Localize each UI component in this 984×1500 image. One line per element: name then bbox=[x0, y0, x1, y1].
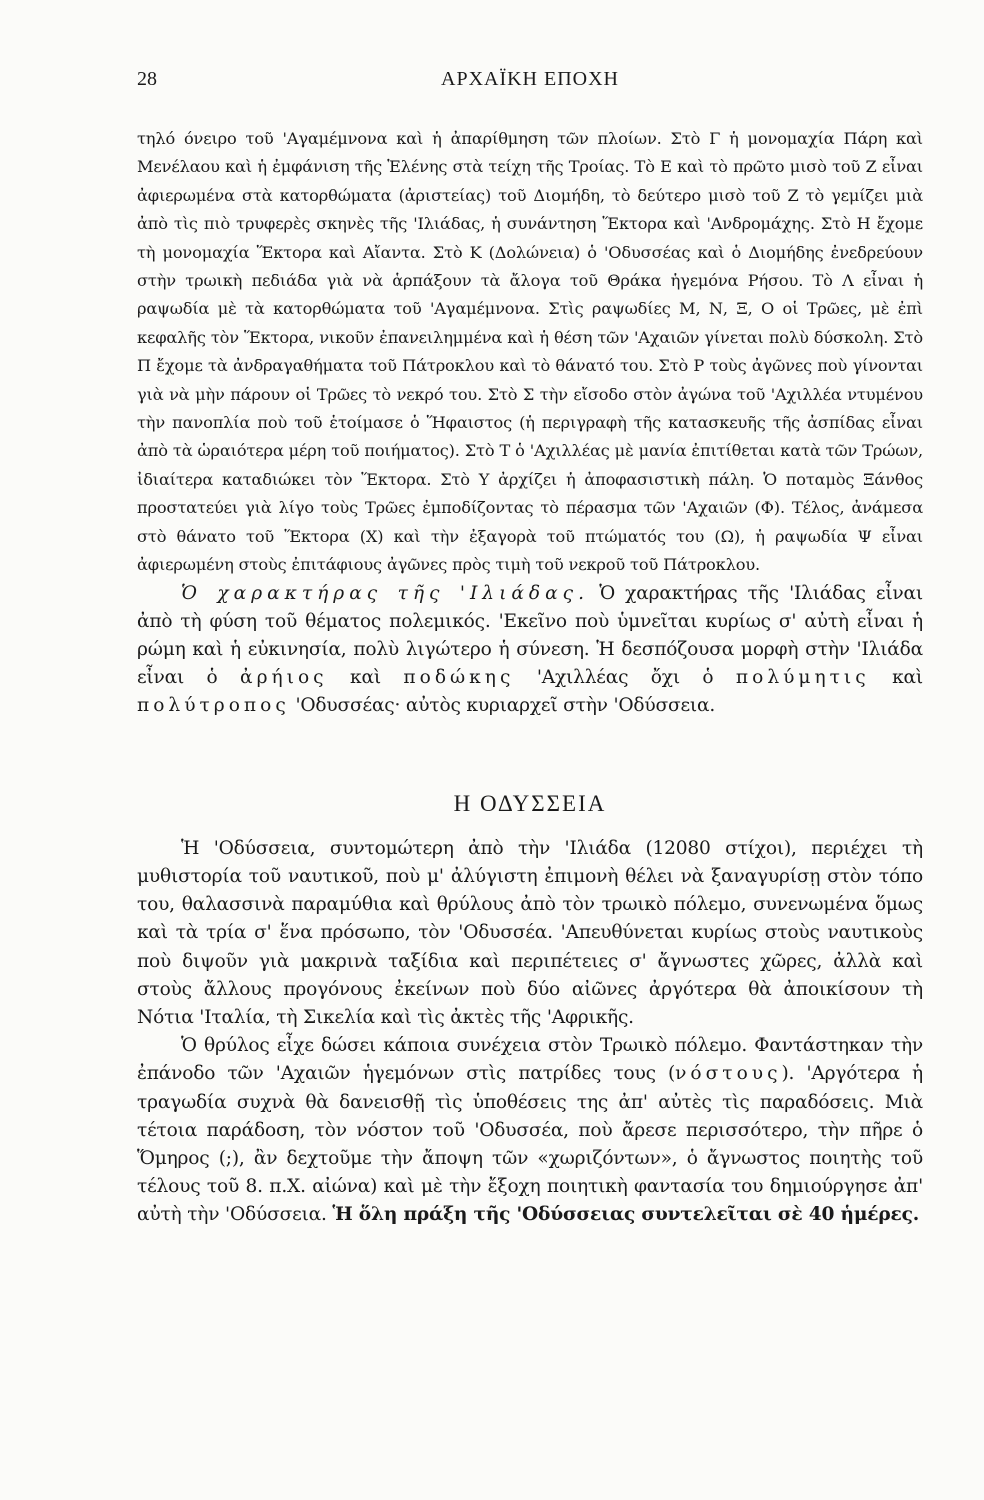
odyssey-paragraph-1: Ἡ 'Οδύσσεια, συντομώτερη ἀπὸ τὴν 'Ιλιάδα (12080 στίχοι), περιέχει τὴ μυθιστορία τοῦ ναυτικοῦ, ποὺ μ' ἀλύγιστη ἐπιμονὴ θέλει νὰ ξαναγυρίσῃ στὸν τόπο του, θαλασσινὰ παραμύθια καὶ θρύλους ἀπὸ τὸν τρωικὸ πόλεμο, συνενωμένα ὅμως καὶ τὰ τρία σ' ἕνα πρόσωπο, τὸν 'Οδυσσέα. 'Απευθύνεται κυρίως στοὺς ναυτικοὺς ποὺ διψοῦν γιὰ μακρινὰ ταξίδια καὶ περιπέτειες σ' ἄγνωστες χῶρες, ἀλλὰ καὶ στοὺς ἄλλους προγόνους ἐκείνων ποὺ δύο αἰῶνες ἀργότερα θὰ ἀποικίσουν τὴ Νότια 'Ιταλία, τὴ Σικελία καὶ τὶς ἀκτὲς τῆς 'Αφρικῆς. bbox=[137, 837, 923, 1028]
character-paragraph bbox=[137, 580, 923, 721]
odyssey-closing-sentence: Ἡ ὅλη πράξη τῆς 'Οδύσσειας συντελεῖται σὲ 40 ἡμέρες. bbox=[332, 1204, 920, 1226]
character-lead-in: Ὁ χαρακτήρας τῆς 'Ιλιάδας. bbox=[181, 582, 589, 604]
odyssey-text: Ὁ θρύλος εἶχε δώσει κάποια συνέχεια στὸν Τρωικὸ πόλεμο. Φαντάστηκαν τὴν ἐπάνοδο τῶν 'Αχαιῶν ἡγεμόνων στὶς πατρίδες τους ( bbox=[137, 1035, 923, 1085]
character-text: Ὁ χαρακτήρας τῆς 'Ιλιάδας εἶναι ἀπὸ τὴ φύση τοῦ θέματος πολεμικός. 'Εκεῖνο ποὺ ὑμνεῖται κυρίως σ' αὐτὴ εἶναι ἡ ρώμη καὶ ἡ εὐκινησία, πολὺ λιγώτερο ἡ σύνεση. Ἡ δεσπόζουσα μορφὴ στὴν 'Ιλιάδα εἶναι ὁ bbox=[137, 582, 923, 689]
epithet-polymitis: πολύμητις bbox=[735, 667, 870, 689]
odyssey-paragraph-2 bbox=[137, 1032, 923, 1229]
iliad-summary-block bbox=[137, 125, 923, 580]
conjunction-2: καὶ bbox=[892, 667, 923, 689]
iliad-summary-paragraph: τηλό όνειρο τοῦ 'Αγαμέμνονα καὶ ἡ ἀπαρίθμηση τῶν πλοίων. Στὸ Γ ἡ μονομαχία Πάρη καὶ Μενέλαου καὶ ἡ ἐμφάνιση τῆς Ἑλένης στὰ τείχη τῆς Τροίας. Τὸ Ε καὶ τὸ πρῶτο μισὸ τοῦ Ζ εἶναι ἀφιερωμένα στὰ κατορθώματα (ἀριστείας) τοῦ Διομήδη, τὸ δεύτερο μισὸ τοῦ Ζ τὸ γεμίζει μιὰ ἀπὸ τὶς πιὸ τρυφερὲς σκηνὲς τῆς 'Ιλιάδας, ἡ συνάντηση Ἕκτορα καὶ 'Ανδρομάχης. Στὸ Η ἔχομε τὴ μονομαχία Ἕκτορα καὶ Αἴαντα. Στὸ Κ (Δολώνεια) ὁ 'Οδυσσέας καὶ ὁ Διομήδης ἐνεδρεύουν στὴν τρωικὴ πεδιάδα γιὰ νὰ ἁρπάξουν τὰ ἄλογα τοῦ Θράκα ἡγεμόνα Ρήσου. Τὸ Λ εἶναι ἡ ραψωδία μὲ τὰ κατορθώματα τοῦ 'Αγαμέμνονα. Στὶς ραψωδίες Μ, Ν, Ξ, Ο οἱ Τρῶες, μὲ ἐπὶ κεφαλῆς τὸν Ἕκτορα, νικοῦν ἐπανειλημμένα καὶ ἡ θέση τῶν 'Αχαιῶν γίνεται πολὺ δύσκολη. Στὸ Π ἔχομε τὰ ἀνδραγαθήματα τοῦ Πάτροκλου καὶ τὸ θάνατό του. Στὸ Ρ τοὺς ἀγῶνες ποὺ γίνονται γιὰ νὰ μὴν πάρουν οἱ Τρῶες τὸ νεκρό του. Στὸ Σ τὴν εἴσοδο στὸν ἀγώνα τοῦ 'Αχιλλέα ντυμένου τὴν πανοπλία ποὺ τοῦ ἑτοίμασε ὁ Ἥφαιστος (ἡ περιγραφὴ τῆς κατασκευῆς τῆς ἀσπίδας εἶναι ἀπὸ τὰ ὡραιότερα μέρη τοῦ ποιήματος). Στὸ Τ ὁ 'Αχιλλέας μὲ μανία ἐπιτίθεται κατὰ τῶν Τρώων, ἰδιαίτερα καταδιώκει τὸν Ἕκτορα. Στὸ Υ ἀρχίζει ἡ ἀποφασιστικὴ πάλη. Ὁ ποταμὸς Ξάνθος προστατεύει γιὰ λίγο τοὺς Τρῶες ἐμποδίζοντας τὸ πέρασμα τῶν 'Αχαιῶν (Φ). Τέλος, ἀνάμεσα στὸ θάνατο τοῦ Ἕκτορα (Χ) καὶ τὴν ἐξαγορὰ τοῦ πτώματός του (Ω), ἡ ραψωδία Ψ εἶναι ἀφιερωμένη στοὺς ἐπιτάφιους ἀγῶνες πρὸς τιμὴ τοῦ νεκροῦ τοῦ Πάτροκλου. bbox=[137, 129, 923, 575]
character-text-2: 'Αχιλλέας ὄχι ὁ bbox=[536, 667, 714, 689]
epithet-polytropos: πολύτροπος bbox=[137, 695, 290, 717]
conjunction-1: καὶ bbox=[350, 667, 381, 689]
page-number: 28 bbox=[137, 68, 157, 90]
main-text bbox=[137, 580, 923, 1230]
running-title: ΑΡΧΑΪΚΗ ΕΠΟΧΗ bbox=[441, 68, 619, 90]
page-header bbox=[137, 58, 923, 92]
section-heading: Η ΟΔΥΣΣΕΙΑ bbox=[453, 790, 607, 816]
term-nostous: νόστους bbox=[675, 1063, 782, 1085]
epithet-podokis: ποδώκης bbox=[403, 667, 515, 689]
book-page bbox=[137, 58, 923, 1230]
character-text-3: 'Οδυσσέας· αὐτὸς κυριαρχεῖ στὴν 'Οδύσσεια. bbox=[295, 695, 716, 717]
epithet-areios: ἀρήιος bbox=[240, 667, 328, 689]
odyssey-text-2: ). 'Αργότερα ἡ τραγωδία συχνὰ θὰ δανεισθῇ τὶς ὑποθέσεις της ἀπ' αὐτὲς τὶς παραδόσεις. Μιὰ τέτοια παράδοση, τὸν νόστον τοῦ 'Οδυσσέα, ποὺ ἄρεσε περισσότερο, τὴν πῆρε ὁ Ὅμηρος (;), ἂν δεχτοῦμε τὴν ἄποψη τῶν «χωριζόντων», ὁ ἄγνωστος ποιητὴς τοῦ τέλους τοῦ 8. π.Χ. αἰώνα) καὶ μὲ τὴν ἔξοχη ποιητικὴ φαντασία του δημιούργησε ἀπ' αὐτὴ τὴν 'Οδύσσεια. bbox=[137, 1063, 923, 1226]
